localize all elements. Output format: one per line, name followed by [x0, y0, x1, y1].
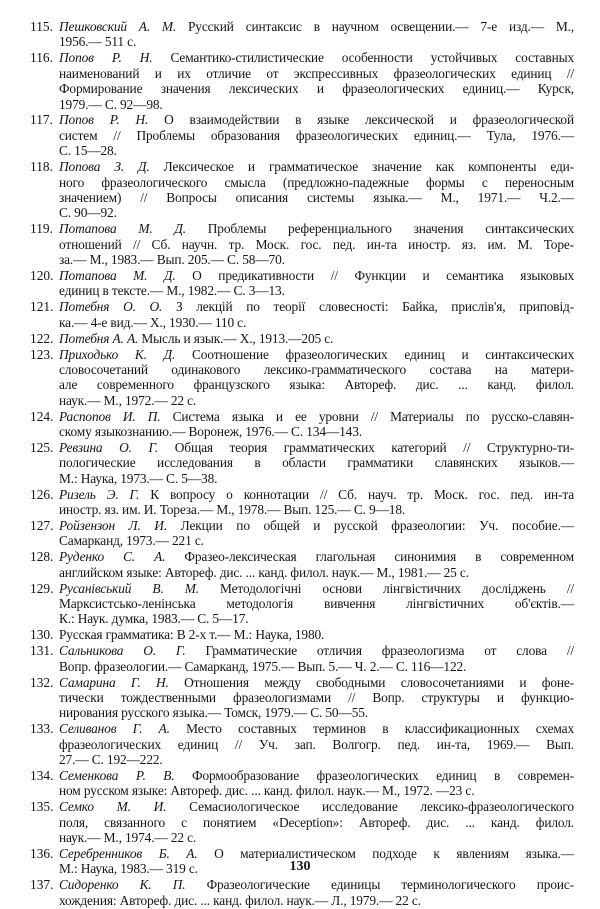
entry-line [59, 611, 574, 626]
entry-line [59, 50, 574, 65]
entry-line-text: систем // Проблемы образования фразеологических единиц.— Тула, 1976.— [59, 127, 574, 143]
entry-line-text: Система языка и ее уровни // Материалы по русско-славян- [160, 408, 574, 424]
entry-number: 119. [30, 221, 53, 237]
entry-author: Попова З. Д. [59, 159, 150, 175]
entry-line [59, 518, 574, 533]
entry-author: Распопов И. П. [59, 408, 161, 424]
entry-line [59, 393, 574, 408]
entry-line [59, 440, 574, 455]
entry-line [59, 128, 574, 143]
bibliography-entry [30, 347, 574, 409]
entry-line-text: наук.— М., 1974.— 22 с. [59, 830, 197, 846]
entry-line [59, 690, 574, 705]
bibliography-entry [30, 19, 574, 50]
entry-line-text: Отношения между свободными словосочетаниями и фоне- [168, 674, 575, 690]
entry-text [59, 799, 574, 845]
entry-text [59, 19, 574, 50]
entry-line-text: Марксистсько-ленінська методологія вивчення лінгвістичних об'єктів.— [59, 596, 574, 612]
entry-line-text: О предикативности // Функции и семантика языковых [175, 268, 574, 283]
entry-line-text: Фразеологические единицы терминологического проис- [185, 877, 574, 893]
entry-line [59, 377, 574, 392]
entry-text [59, 643, 574, 674]
entry-text [59, 581, 574, 627]
entry-line-text: 27.— С. 192—222. [59, 752, 163, 768]
entry-text [59, 159, 574, 221]
entry-line-text: ка.— 4-е вид.— Х., 1930.— 110 с. [59, 314, 247, 330]
entry-line-text: поля, связанного с понятием «Deception»: Автореф. дис. ... канд. филол. [59, 814, 574, 830]
entry-line-text: О взаимодействии в языке лексической и фразеологической [148, 112, 574, 128]
entry-number: 117. [30, 112, 53, 128]
entry-number: 120. [30, 268, 54, 283]
entry-author: Руденко С. А. [59, 549, 166, 565]
entry-line-text: скому языкознанию.— Воронеж, 1976.— С. 134—143. [59, 424, 362, 440]
entry-line-text: за.— М., 1983.— Вып. 205.— С. 58—70. [59, 252, 285, 268]
entry-number: 131. [30, 643, 54, 659]
entry-author: Потапова М. Д. [59, 221, 186, 237]
entry-text [59, 299, 574, 330]
entry-author: Пешковский А. М. [59, 19, 177, 34]
entry-number: 126. [30, 486, 54, 502]
entry-text [59, 675, 574, 721]
entry-line [59, 799, 574, 814]
entry-line-text: единиц в тексте.— М., 1982.— С. 3—13. [59, 283, 285, 299]
entry-author: Потебня А. А. [59, 330, 139, 346]
entry-line [59, 643, 574, 658]
entry-author: Ройзензон Л. И. [59, 518, 168, 533]
bibliography-entry [30, 643, 574, 674]
entry-number: 129. [30, 580, 54, 596]
entry-line-text: С. 90—92. [59, 205, 117, 221]
entry-line [59, 205, 574, 220]
bibliography-list [30, 19, 574, 909]
entry-line [59, 783, 574, 798]
entry-line-text: Соотношение фразеологических единиц и синтаксических [175, 346, 574, 362]
entry-number: 127. [30, 518, 54, 533]
bibliography-entry [30, 518, 574, 549]
entry-line-text: Семантико-стилистические особенности устойчивых составных [152, 50, 574, 66]
entry-line [59, 502, 574, 517]
entry-text [59, 268, 574, 299]
entry-number: 125. [30, 439, 54, 455]
entry-line-text: О материалистическом подходе к явлениям языка.— [197, 846, 574, 862]
entry-line-text: значением) // Вопросы описания системы языка.— М., 1971.— Ч.2.— [59, 189, 574, 205]
entry-line-text: Место составных терминов в классификационных схемах [169, 721, 574, 737]
bibliography-entry [30, 268, 574, 299]
entry-line-text: З лекцій по теорії словесності: Байка, прислів'я, приповід- [162, 299, 575, 315]
entry-line [59, 315, 574, 330]
entry-number: 136. [30, 846, 54, 862]
entry-line [59, 581, 574, 596]
entry-line [59, 221, 574, 236]
entry-line-text: Общая теория грамматических категорий // Структурно-ти- [158, 439, 574, 455]
entry-line [59, 362, 574, 377]
entry-number: 123. [30, 346, 54, 362]
entry-line-text: Русский синтаксис в научном освещении.— 7-е изд.— М., [176, 19, 574, 34]
entry-line-text: 1979.— С. 92—98. [59, 96, 163, 112]
entry-line [59, 81, 574, 96]
entry-line-text: Грамматические отличия фразеологизма от слова // [185, 643, 574, 659]
entry-text [59, 627, 574, 642]
entry-line [59, 487, 574, 502]
entry-line [59, 299, 574, 314]
bibliography-entry [30, 299, 574, 330]
entry-author: Потапова М. Д. [59, 268, 176, 283]
bibliography-entry [30, 331, 574, 346]
entry-line [59, 455, 574, 470]
entry-author: Сидоренко К. П. [59, 877, 186, 893]
bibliography-entry [30, 799, 574, 845]
entry-line [59, 237, 574, 252]
bibliography-entry [30, 409, 574, 440]
entry-number: 137. [30, 877, 54, 893]
entry-line-text: Формообразование фразеологических единиц в современ- [174, 768, 574, 783]
entry-author: Сальникова О. Г. [59, 643, 186, 659]
entry-line-text: тически тождественными фразеологизмами // Вопр. структуры и функцио- [59, 689, 574, 705]
bibliography-entry [30, 877, 574, 908]
entry-line-text: Мысль и язык.— Х., 1913.—205 с. [138, 330, 334, 346]
entry-author: Семко М. И. [59, 799, 167, 815]
entry-line-text: Лексическое и грамматическое значение как компоненты еди- [149, 159, 574, 175]
entry-text [59, 487, 574, 518]
entry-author: Потебня О. О. [59, 299, 163, 315]
entry-number: 122. [30, 330, 54, 346]
entry-line [59, 830, 574, 845]
entry-line [59, 893, 574, 908]
entry-line-text: хождения: Автореф. дис. ... канд. филол. наук.— Л., 1979.— 22 с. [59, 892, 421, 908]
entry-line [59, 409, 574, 424]
entry-number: 116. [30, 50, 53, 66]
entry-line [59, 768, 574, 783]
entry-line [59, 549, 574, 564]
entry-number: 135. [30, 799, 54, 815]
entry-line [59, 675, 574, 690]
bibliography-entry [30, 768, 574, 799]
bibliography-entry [30, 112, 574, 158]
entry-line [59, 737, 574, 752]
entry-line [59, 471, 574, 486]
entry-number: 115. [30, 19, 53, 34]
entry-text [59, 768, 574, 799]
entry-number: 130. [30, 627, 54, 643]
entry-line-text: 1956.— 511 с. [59, 34, 137, 50]
entry-line [59, 252, 574, 267]
entry-line-text: Фразео-лексическая глагольная синонимия в современном [165, 549, 574, 565]
bibliography-entry [30, 440, 574, 486]
entry-number: 128. [30, 549, 54, 565]
bibliography-entry [30, 50, 574, 112]
bibliography-entry [30, 221, 574, 267]
entry-author: Селиванов Г. А. [59, 721, 170, 737]
entry-text [59, 518, 574, 549]
entry-number: 134. [30, 768, 54, 783]
entry-number: 121. [30, 299, 54, 315]
entry-line [59, 721, 574, 736]
entry-line-text: К.: Наук. думка, 1983.— С. 5—17. [59, 611, 249, 627]
entry-line [59, 34, 574, 49]
entry-line [59, 659, 574, 674]
entry-line [59, 97, 574, 112]
bibliography-entry [30, 487, 574, 518]
entry-line-text: отношений // Сб. научн. тр. Моск. гос. пед. ин-та иностр. яз. им. М. Торе- [59, 236, 574, 252]
entry-line [59, 159, 574, 174]
bibliography-entry [30, 675, 574, 721]
bibliography-entry [30, 549, 574, 580]
entry-text [59, 221, 574, 267]
entry-line [59, 268, 574, 283]
entry-line-text: але современного французского языка: Автореф. дис. ... канд. филол. [59, 377, 574, 393]
entry-text [59, 721, 574, 767]
entry-line [59, 877, 574, 892]
entry-line [59, 705, 574, 720]
bibliography-entry [30, 581, 574, 627]
entry-line [59, 533, 574, 548]
entry-line [59, 190, 574, 205]
bibliography-entry [30, 159, 574, 221]
entry-line-text: Семасиологическое исследование лексико-фразеологического [166, 799, 574, 815]
entry-line [59, 19, 574, 34]
entry-line [59, 331, 574, 346]
entry-line-text: М.: Наука, 1973.— С. 5—38. [59, 470, 218, 486]
entry-line-text: ного фразеологического смысла (предложно-падежные формы с переносным [59, 174, 574, 190]
entry-line-text: Методологічні основи лінгвістичних досліджень // [198, 580, 574, 596]
bibliography-entry [30, 721, 574, 767]
entry-number: 132. [30, 674, 54, 690]
entry-line-text: Вопр. фразеологии.— Самарканд, 1975.— Вып. 5.— Ч. 2.— С. 116—122. [59, 658, 467, 674]
entry-author: Ревзина О. Г. [59, 439, 159, 455]
entry-line-text: С. 15—28. [59, 143, 117, 159]
entry-text [59, 409, 574, 440]
entry-number: 133. [30, 721, 54, 737]
entry-line [59, 815, 574, 830]
entry-line [59, 175, 574, 190]
entry-author: Серебренников Б. А. [59, 846, 198, 862]
entry-number: 118. [30, 159, 53, 175]
entry-line [59, 596, 574, 611]
entry-text [59, 549, 574, 580]
entry-number: 124. [30, 408, 54, 424]
entry-line [59, 112, 574, 127]
entry-text [59, 331, 574, 346]
entry-text [59, 440, 574, 486]
entry-author: Семенкова Р. В. [59, 768, 175, 783]
entry-line [59, 347, 574, 362]
entry-line-text: Проблемы референциального значения синтаксических [185, 221, 574, 237]
entry-line [59, 565, 574, 580]
entry-line-text: наименований и их отличие от экспрессивных фразеологических единиц // [59, 65, 574, 81]
entry-line [59, 143, 574, 158]
entry-line [59, 424, 574, 439]
entry-author: Попов Р. Н. [59, 112, 149, 128]
entry-line-text: Русская грамматика: В 2-х т.— М.: Наука, 1980. [59, 627, 325, 643]
entry-text [59, 50, 574, 112]
entry-line [59, 283, 574, 298]
entry-author: Приходько К. Д. [59, 346, 176, 362]
entry-line-text: наук.— М., 1972.— 22 с. [59, 392, 197, 408]
entry-author: Русанівський В. М. [59, 580, 199, 596]
entry-line [59, 627, 574, 642]
bibliography-entry [30, 627, 574, 642]
entry-line-text: нирования русского языка.— Томск, 1979.— С. 50—55. [59, 705, 368, 721]
entry-line-text: английском языке: Автореф. дис. ... канд. филол. наук.— М., 1981.— 25 с. [59, 564, 469, 580]
entry-line [59, 66, 574, 81]
entry-line-text: К вопросу о коннотации // Сб. науч. тр. Моск. гос. пед. ин-та [139, 486, 574, 502]
entry-line-text: Самарканд, 1973.— 221 с. [59, 533, 204, 549]
entry-line-text: пологические исследования в области грамматики славянских языков.— [59, 455, 574, 471]
entry-text [59, 112, 574, 158]
entry-author: Попов Р. Н. [59, 50, 153, 66]
entry-line-text: иностр. яз. им. И. Тореза.— М., 1978.— Вып. 125.— С. 9—18. [59, 502, 406, 518]
entry-line-text: словосочетаний одинакового лексико-грамматического состава на матери- [59, 361, 574, 377]
entry-author: Ризель Э. Г. [59, 486, 140, 502]
entry-line-text: фразеологических единиц // Уч. зап. Волгогр. пед. ин-та, 1969.— Вып. [59, 736, 574, 752]
entry-line [59, 752, 574, 767]
entry-line-text: ном русском языке: Автореф. дис. ... канд. филол. наук.— М., 1972. —23 с. [59, 783, 475, 799]
entry-line-text: Формирование значения лексических и фразеологических единиц.— Курск, [59, 81, 574, 97]
entry-line-text: Лекции по общей и русской фразеологии: Уч. пособие.— [167, 518, 574, 533]
page-number: 130 [289, 859, 311, 874]
entry-text [59, 347, 574, 409]
entry-author: Самарина Г. Н. [59, 674, 169, 690]
entry-text [59, 877, 574, 908]
entry-line-text: М.: Наука, 1983.— 319 с. [59, 861, 198, 877]
